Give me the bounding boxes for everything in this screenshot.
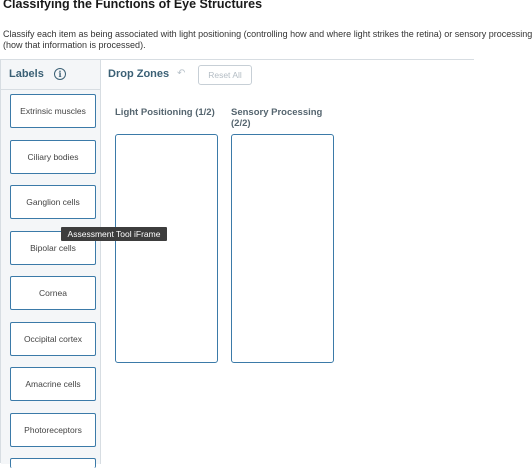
info-icon[interactable]: i	[54, 68, 66, 80]
label-card-partial[interactable]	[10, 458, 96, 468]
label-card-photoreceptors[interactable]: Photoreceptors	[10, 413, 96, 447]
zone-label-light-positioning: Light Positioning (1/2)	[115, 107, 215, 118]
drop-zones-title: Drop Zones	[108, 68, 170, 80]
drop-zones-header	[101, 60, 475, 90]
iframe-tooltip: Assessment Tool iFrame	[61, 227, 167, 241]
label-card-occipital-cortex[interactable]: Occipital cortex	[10, 322, 96, 356]
label-card-ciliary-bodies[interactable]: Ciliary bodies	[10, 140, 96, 174]
instructions	[3, 29, 532, 51]
drop-zone-light-positioning[interactable]	[115, 134, 218, 363]
labels-panel	[1, 60, 101, 464]
activity-frame	[0, 59, 474, 463]
zone-label-sensory-processing: Sensory Processing (2/2)	[231, 107, 323, 129]
drop-zone-sensory-processing[interactable]	[231, 134, 334, 363]
undo-icon[interactable]: ↶	[177, 68, 186, 79]
label-card-amacrine-cells[interactable]: Amacrine cells	[10, 367, 96, 401]
instructions-line-2: (how that information is processed).	[3, 40, 146, 50]
labels-title: Labels	[9, 68, 44, 80]
page-title: Classifying the Functions of Eye Structures	[3, 0, 263, 11]
instructions-line-1: Classify each item as being associated with light positioning (controlling how and where light strikes the retina) or sensory processing	[3, 29, 532, 39]
label-card-extrinsic-muscles[interactable]: Extrinsic muscles	[10, 94, 96, 128]
label-card-ganglion-cells[interactable]: Ganglion cells	[10, 185, 96, 219]
reset-all-button[interactable]: Reset All	[198, 65, 252, 85]
drop-zones-panel	[101, 60, 475, 464]
label-card-bipolar-cells[interactable]: Bipolar cells	[10, 231, 96, 265]
labels-header	[1, 60, 101, 90]
label-card-cornea[interactable]: Cornea	[10, 276, 96, 310]
